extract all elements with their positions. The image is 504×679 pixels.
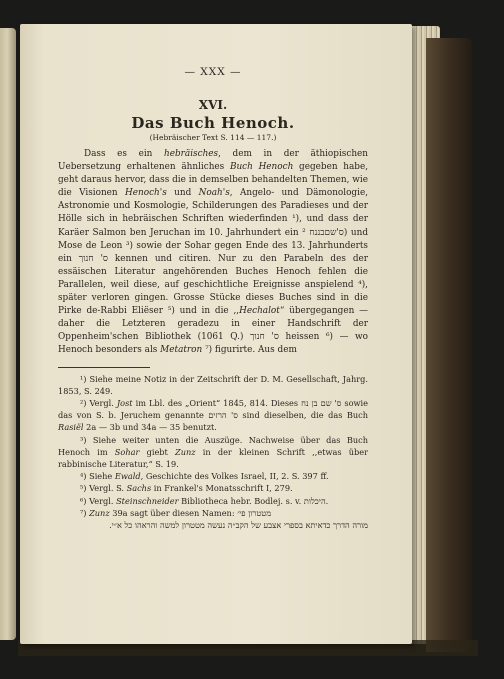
footnote-2: ²) Vergl. Jost im Lbl. des „Orient“ 1845, 814. Dieses ס' שם בן נח sowie das von S. b. Jeruchem genannte ס' הרזים sind dieselben, die das Buch Rasiël 2a — 3b und 34a — 35 benutzt. xyxy=(58,397,369,433)
body-paragraph: Dass es ein hebräisches, dem in der äthiopischen Uebersetzung erhaltenen ähnliches Buch Henoch gegeben habe, geht daraus hervor, dass die in demselben behandelten Themen, wie die Visionen Henoch's und Noah's, Angelo- und Dämonologie, Astronomie und Kosmologie, Schilderungen des Paradieses und der Hölle sich in hebräischen Schriften wiederfinden ¹), und dass der Karäer Salmon ben Jeruchan im 10. Jahrhundert ein ס'שםבננח ²) und Mose de Leon ³) sowie der Sohar gegen Ende des 13. Jahrhunderts ein ס' חנוך kennen und citiren. Nur zu den Parabeln des der essäischen Literatur angehörenden Buches Henoch fehlen die Parallelen, weil diese, auf geschichtliche Ereignisse anspielend ⁴), später verloren gingen. Grosse Stücke dieses Buches sind in die Pirke de-Rabbi Eliëser ⁵) und in die ,,Hechalot“ übergegangen — daher die Letzteren geradezu in einer Handschrift der Oppenheim'schen Bibliothek (1061 Q.) ס' חנוך heissen ⁶) — wo Henoch besonders als Metatron ⁷) figurirte. Aus dem xyxy=(58,149,369,356)
footnote-6: ⁶) Vergl. Steinschneider Bibliotheca hebr. Bodlej. s. v. היכלות. xyxy=(80,495,329,506)
footnote-3: ³) Siehe weiter unten die Auszüge. Nachweise über das Buch Henoch im Sohar giebt Zunz in der kleinen Schrift ,,etwas über rabbinische Literatur,“ S. 19. xyxy=(58,434,369,469)
chapter-number: XVI. xyxy=(198,98,228,112)
chapter-subtitle: (Hebräischer Text S. 114 — 117.) xyxy=(149,133,277,142)
footnote-5: ⁵) Vergl. S. Sachs in Frankel's Monatsschrift I, 279. xyxy=(80,483,293,494)
footnote-4: ⁴) Siehe Ewald, Geschichte des Volkes Israel, II, 2. S. 397 ff. xyxy=(80,471,329,482)
footnote-divider xyxy=(58,367,150,368)
footnote-1: ¹) Siehe meine Notiz in der Zeitschrift der D. M. Gesellschaft, Jahrg. 1853, S. 249. xyxy=(58,373,368,396)
book-cover xyxy=(426,38,472,652)
chapter-title: Das Buch Henoch. xyxy=(131,114,295,132)
page-number: — XXX — xyxy=(184,66,242,78)
page-content xyxy=(58,66,368,531)
left-page-edge xyxy=(0,28,16,640)
footnote-7-hebrew: מורה הדרך כדאיתא בספרי אצבע של הקב״ה נעשה מטטרון למשה והראהו כל א״י. xyxy=(109,519,368,530)
footnote-7: ⁷) Zunz 39a sagt über diesen Namen: מטטרון פי׳ xyxy=(80,507,272,518)
